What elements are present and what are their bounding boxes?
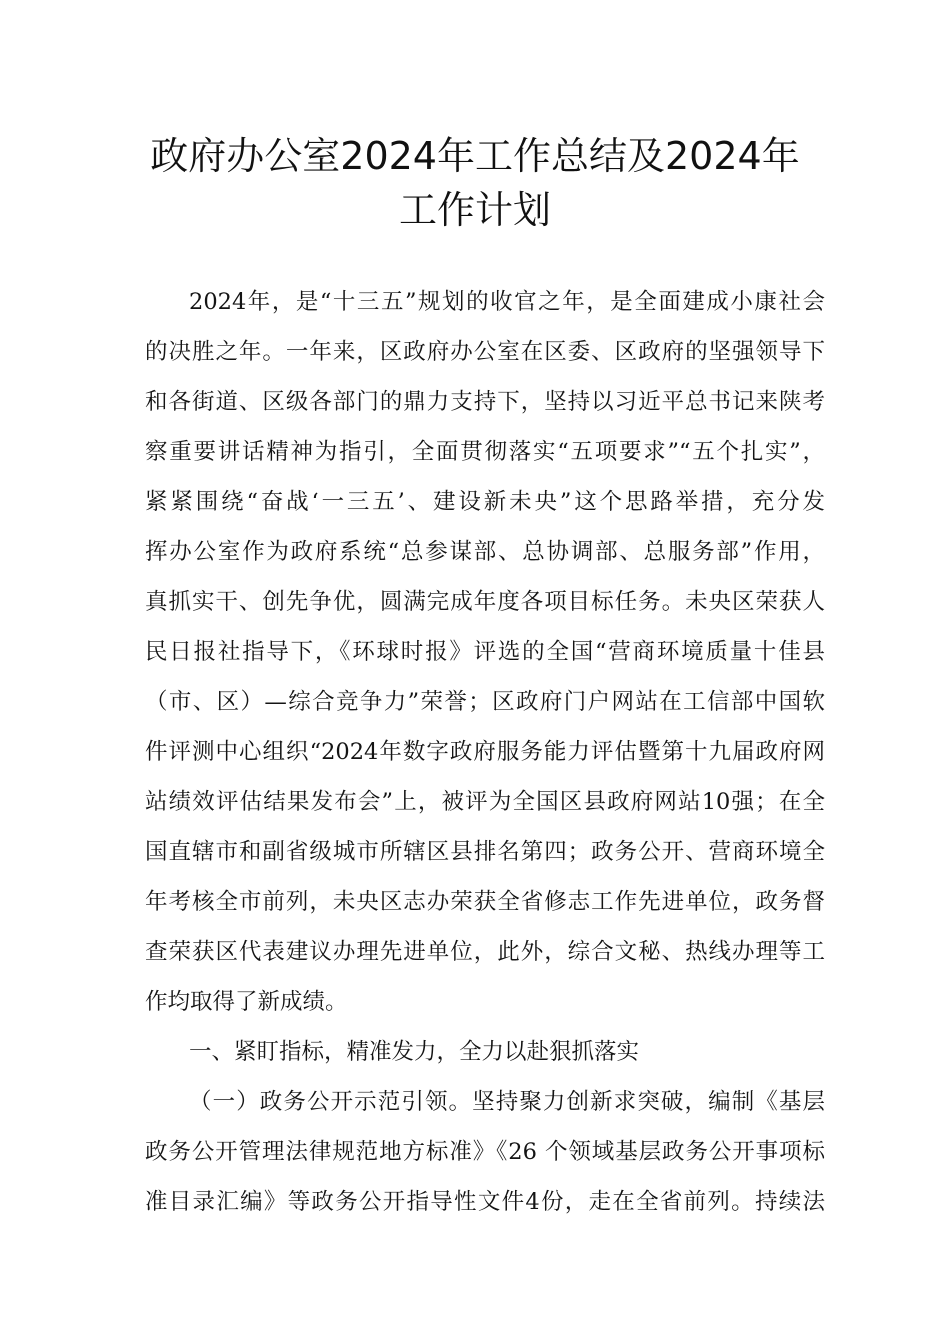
- paragraph-line: 准目录汇编》等政务公开指导性文件4份，走在全省前列。持续法: [145, 1189, 825, 1215]
- paragraph-line: （市、区）—综合竞争力”荣誉；区政府门户网站在工信部中国软: [145, 689, 825, 715]
- paragraph-line: 国直辖市和副省级城市所辖区县排名第四；政务公开、营商环境全: [145, 839, 825, 865]
- paragraph-line: （一）政务公开示范引领。坚持聚力创新求突破，编制《基层: [189, 1089, 825, 1115]
- document-title-line-2: 工作计划: [398, 188, 551, 232]
- paragraph-line: 作均取得了新成绩。: [145, 989, 348, 1015]
- paragraph-line: 站绩效评估结果发布会”上，被评为全国区县政府网站10强；在全: [145, 789, 825, 815]
- section-heading: 一、紧盯指标，精准发力，全力以赴狠抓落实: [189, 1039, 640, 1065]
- paragraph-line: 民日报社指导下，《环球时报》评选的全国“营商环境质量十佳县: [145, 639, 825, 665]
- paragraph-line: 察重要讲话精神为指引，全面贯彻落实“五项要求”“五个扎实”，: [145, 439, 825, 465]
- paragraph-line: 的决胜之年。一年来，区政府办公室在区委、区政府的坚强领导下: [145, 339, 825, 365]
- paragraph-line: 和各街道、区级各部门的鼎力支持下，坚持以习近平总书记来陕考: [145, 389, 825, 415]
- paragraph-line: 年考核全市前列，未央区志办荣获全省修志工作先进单位，政务督: [145, 889, 825, 915]
- paragraph-line: 件评测中心组织“2024年数字政府服务能力评估暨第十九届政府网: [145, 739, 825, 765]
- paragraph-line: 政务公开管理法律规范地方标准》《26 个领域基层政务公开事项标: [145, 1139, 825, 1165]
- paragraph-line: 真抓实干、创先争优，圆满完成年度各项目标任务。未央区荣获人: [145, 589, 825, 615]
- paragraph-line: 查荣获区代表建议办理先进单位，此外，综合文秘、热线办理等工: [145, 939, 825, 965]
- document-title-line-1: 政府办公室2024年工作总结及2024年: [150, 134, 800, 178]
- paragraph-line: 挥办公室作为政府系统“总参谋部、总协调部、总服务部”作用，: [145, 539, 825, 565]
- paragraph-line: 紧紧围绕“奋战‘一三五’、建设新未央”这个思路举措，充分发: [145, 489, 825, 515]
- paragraph-line: 2024年，是“十三五”规划的收官之年，是全面建成小康社会: [189, 289, 825, 315]
